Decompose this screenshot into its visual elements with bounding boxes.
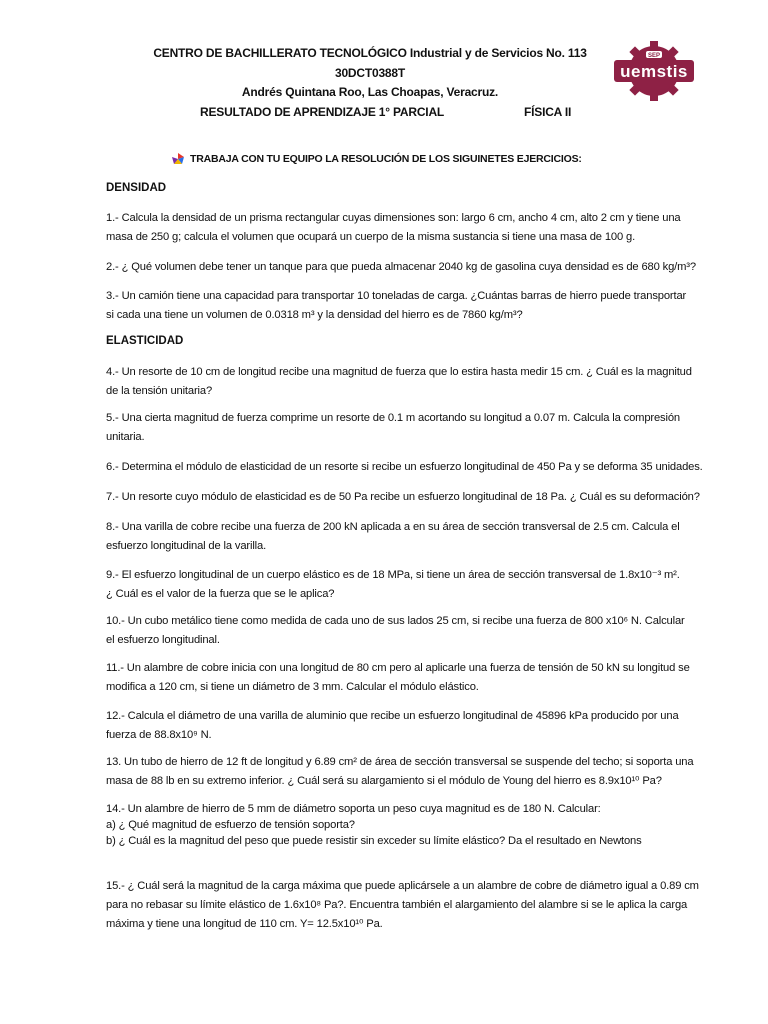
header-learning-outcome: RESULTADO DE APRENDIZAJE 1° PARCIAL: [200, 104, 445, 119]
problem-3-line-2: si cada una tiene un volumen de 0.0318 m³ y la densidad del hierro es de 7860 kg/m³?: [106, 309, 523, 321]
problem-9: [106, 566, 680, 604]
problem-8: [106, 518, 680, 556]
section-densidad: DENSIDAD: [106, 182, 167, 194]
problem-2: [106, 258, 696, 277]
problem-2-line-1: 2.- ¿ Qué volumen debe tener un tanque para que pueda almacenar 2040 kg de gasolina cuya densidad es de 680 kg/m³?: [106, 261, 696, 273]
problem-11: [106, 659, 690, 697]
instruction-line: [172, 153, 582, 165]
problem-13: [106, 753, 694, 791]
problem-6: [106, 458, 703, 477]
header-subject: FÍSICA II: [524, 104, 572, 119]
problem-10: [106, 612, 685, 650]
document-header: [110, 44, 630, 122]
problem-4-line-2: de la tensión unitaria?: [106, 385, 213, 397]
problem-12-line-2: fuerza de 88.8x10⁹ N.: [106, 729, 212, 741]
problem-7: [106, 488, 700, 507]
problem-10-line-2: el esfuerzo longitudinal.: [106, 634, 220, 646]
problem-4: [106, 363, 692, 401]
problem-7-line-1: 7.- Un resorte cuyo módulo de elasticidad es de 50 Pa recibe un esfuerzo longitudinal de 18 Pa. ¿ Cuál es su deformación?: [106, 491, 700, 503]
problem-13-line-2: masa de 88 lb en su extremo inferior. ¿ Cuál será su alargamiento si el módulo de Young del hierro es 8.9x10¹⁰ Pa?: [106, 775, 662, 787]
logo-badge: SEP: [647, 53, 661, 59]
instruction-text: TRABAJA CON TU EQUIPO LA RESOLUCIÓN DE LOS SIGUINETES EJERCICIOS:: [190, 153, 582, 165]
colorful-bullet-icon: [172, 153, 184, 165]
problem-14-line-1: 14.- Un alambre de hierro de 5 mm de diámetro soporta un peso cuya magnitud es de 180 N. Calcular:: [106, 803, 601, 815]
problem-1-line-2: masa de 250 g; calcula el volumen que ocupará un cuerpo de la misma sustancia si tiene una masa de 100 g.: [106, 231, 636, 243]
logo-text: uemstis: [620, 62, 688, 81]
problem-8-line-2: esfuerzo longitudinal de la varilla.: [106, 540, 267, 552]
problem-14-line-b: b) ¿ Cuál es la magnitud del peso que puede resistir sin exceder su límite elástico? Da el resultado en Newtons: [106, 835, 642, 847]
problem-5-line-1: 5.- Una cierta magnitud de fuerza comprime un resorte de 0.1 m acortando su longitud a 0.07 m. Calcula la compresión: [106, 412, 680, 424]
problem-14: [106, 801, 666, 849]
problem-9-line-1: 9.- El esfuerzo longitudinal de un cuerpo elástico es de 18 MPa, si tiene un área de sección transversal de 1.8x10⁻³ m².: [106, 569, 680, 581]
problem-15: [106, 877, 699, 934]
uemstis-logo: [612, 38, 696, 104]
problem-15-line-3: máxima y tiene una longitud de 110 cm. Y= 12.5x10¹⁰ Pa.: [106, 918, 383, 930]
problem-3-line-1: 3.- Un camión tiene una capacidad para transportar 10 toneladas de carga. ¿Cuántas barras de hierro puede transportar: [106, 290, 687, 302]
problem-12: [106, 707, 679, 745]
problem-1: [106, 209, 681, 247]
problem-4-line-1: 4.- Un resorte de 10 cm de longitud recibe una magnitud de fuerza que lo estira hasta medir 15 cm. ¿ Cuál es la magnitud: [106, 366, 692, 378]
problem-14-line-a: a) ¿ Qué magnitud de esfuerzo de tensión soporta?: [106, 819, 355, 831]
problem-11-line-1: 11.- Un alambre de cobre inicia con una longitud de 80 cm pero al aplicarle una fuerza de tensión de 50 kN su longitud se: [106, 662, 690, 674]
problem-9-line-2: ¿ Cuál es el valor de la fuerza que se le aplica?: [106, 588, 335, 600]
problem-15-line-1: 15.- ¿ Cuál será la magnitud de la carga máxima que puede aplicársele a un alambre de cobre de diámetro igual a 0.89 cm: [106, 880, 699, 892]
problem-5-line-2: unitaria.: [106, 431, 145, 443]
problem-15-line-2: para no rebasar su límite elástico de 1.6x10⁸ Pa?. Encuentra también el alargamiento del alambre si se le aplica la carga: [106, 899, 688, 911]
problem-6-line-1: 6.- Determina el módulo de elasticidad de un resorte si recibe un esfuerzo longitudinal de 450 Pa y se deforma 35 unidades.: [106, 461, 703, 473]
header-school-code: 30DCT0388T: [334, 65, 406, 80]
header-school-name: CENTRO DE BACHILLERATO TECNOLÓGICO Industrial y de Servicios No. 113: [153, 46, 587, 60]
problem-11-line-2: modifica a 120 cm, si tiene un diámetro de 3 mm. Calcular el módulo elástico.: [106, 681, 479, 693]
problem-12-line-1: 12.- Calcula el diámetro de una varilla de aluminio que recibe un esfuerzo longitudinal de 45896 kPa producido por una: [106, 710, 679, 722]
problem-1-line-1: 1.- Calcula la densidad de un prisma rectangular cuyas dimensiones son: largo 6 cm, ancho 4 cm, alto 2 cm y tiene una: [106, 212, 681, 224]
problem-8-line-1: 8.- Una varilla de cobre recibe una fuerza de 200 kN aplicada a en su área de sección transversal de 2.5 cm. Calcula el: [106, 521, 680, 533]
header-subtitle-row: [110, 103, 630, 123]
problem-10-line-1: 10.- Un cubo metálico tiene como medida de cada uno de sus lados 25 cm, si recibe una fuerza de 800 x10⁶ N. Calcular: [106, 615, 685, 627]
problem-5: [106, 409, 680, 447]
section-elasticidad: ELASTICIDAD: [106, 335, 184, 347]
problem-3: [106, 287, 687, 325]
problem-13-line-1: 13. Un tubo de hierro de 12 ft de longitud y 6.89 cm² de área de sección transversal se suspende del techo; si soporta una: [106, 756, 694, 768]
header-location: Andrés Quintana Roo, Las Choapas, Veracruz.: [241, 85, 499, 99]
